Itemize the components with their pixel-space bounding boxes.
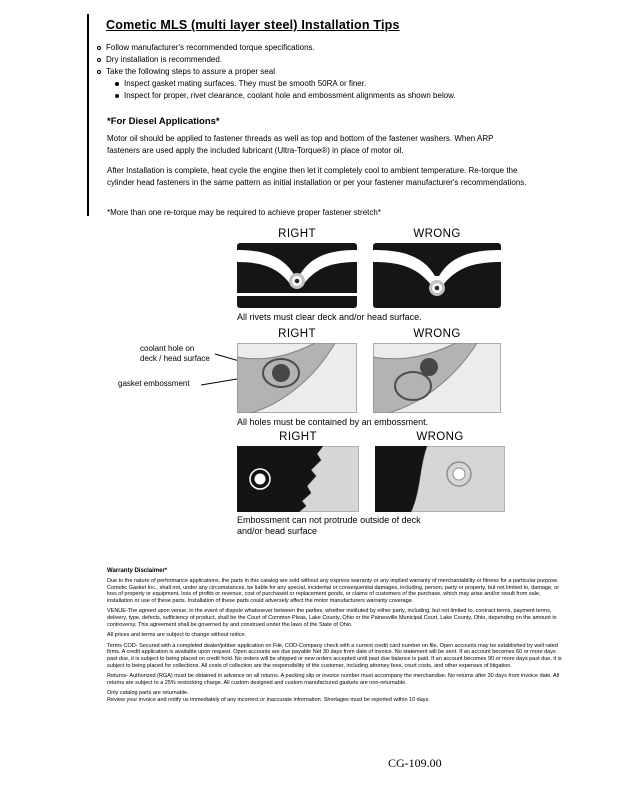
rivet-right-panel bbox=[237, 228, 357, 308]
filled-bullet-icon bbox=[115, 82, 119, 86]
footer-code: CG-109.00 bbox=[388, 756, 442, 770]
bullet-item bbox=[97, 42, 577, 54]
sub-bullet-text: Inspect for proper, rivet clearance, coolant hole and embossment alignments as shown below. bbox=[124, 91, 456, 100]
rivet-right-diagram bbox=[237, 243, 357, 308]
right-label: RIGHT bbox=[278, 328, 316, 340]
wrong-label: WRONG bbox=[413, 228, 461, 240]
right-label: RIGHT bbox=[278, 228, 316, 240]
holes-caption: All holes must be contained by an embossment. bbox=[237, 417, 429, 427]
wrong-label: WRONG bbox=[413, 328, 461, 340]
tips-list bbox=[97, 42, 577, 102]
embossment-wrong-diagram bbox=[375, 446, 505, 512]
diagram-row-holes bbox=[237, 328, 501, 413]
warranty-paragraph: Only catalog parts are returnable. bbox=[107, 690, 189, 697]
bullet-item bbox=[97, 66, 577, 78]
embossment-wrong-panel bbox=[375, 431, 505, 512]
diagram-row-rivets bbox=[237, 228, 501, 308]
embossment-caption: Embossment can not protrude outside of deck and/or head surface bbox=[237, 515, 421, 536]
hollow-bullet-icon bbox=[97, 70, 101, 74]
rivet-wrong-panel bbox=[373, 228, 501, 308]
warranty-heading: Warranty Disclaimer* bbox=[107, 568, 168, 574]
bullet-text: Take the following steps to assure a proper seal bbox=[106, 67, 275, 76]
warranty-paragraph: Terms COD- Secured with a completed dealer/jobber application on File, COD-Company check with a current credit card number on file. Open accounts may be established by well rated firms. A credit application is available upon request. Open accounts are due payable Net 30 days from date of invoice. No statement will be sent. If an account becomes 60 or more days past due, it is subject to being placed on credit hold. No orders will be shipped or new orders accepted until past due balance is paid. If an account becomes 90 or more days past due, it is subject to being placed for collections. All costs of collection are the responsibility of the customer, including attorney fees, court costs, and other expenses of litigation. bbox=[107, 642, 562, 669]
rivets-caption: All rivets must clear deck and/or head surface. bbox=[237, 312, 422, 322]
diesel-heading: *For Diesel Applications* bbox=[107, 116, 220, 127]
sub-bullet-item bbox=[115, 90, 577, 102]
bullet-text: Dry installation is recommended. bbox=[106, 55, 223, 64]
diesel-paragraph-2: After Installation is complete, heat cycle the engine then let it completely cool to ambient temperature. Re-torque the cylinder head fasteners in the same pattern as initial installation or per your fastener manufacturer's recommendations. bbox=[107, 166, 527, 187]
coolant-hole-label-line1: coolant hole on bbox=[140, 344, 195, 353]
bullet-text: Follow manufacturer's recommended torque specifications. bbox=[106, 43, 315, 52]
holes-right-panel bbox=[237, 328, 357, 413]
gasket-embossment-label: gasket embossment bbox=[118, 379, 190, 388]
wrong-label: WRONG bbox=[416, 431, 464, 443]
rivet-wrong-diagram bbox=[373, 243, 501, 308]
holes-right-diagram bbox=[237, 343, 357, 413]
holes-wrong-diagram bbox=[373, 343, 501, 413]
diesel-paragraph-1: Motor oil should be applied to fastener threads as well as top and bottom of the fastener washers. When ARP fasteners are used apply the included lubricant (Ultra-Torque®) in place of motor oil. bbox=[107, 134, 494, 155]
right-label: RIGHT bbox=[279, 431, 317, 443]
warranty-paragraph: Returns- Authorized (RGA) must be obtained in advance on all returns. A packing slip or invoice number must accompany the merchandise. No returns after 30 days from invoice date. All returns are subject to a 25% restocking charge. All custom designed and custom manufactured gaskets are non-returnable. bbox=[107, 673, 560, 686]
page-title: Cometic MLS (multi layer steel) Installation Tips bbox=[106, 18, 400, 32]
warranty-paragraph: Review your invoice and notify us immediately of any incorrect or inaccurate information. Shortages must be reported within 10 days. bbox=[107, 697, 430, 704]
diagram-row-embossment bbox=[237, 431, 505, 512]
warranty-paragraph: VENUE-The agreed upon venue, in the event of dispute whatsoever between the parties, whether instituted by either party, including, but not limited to, contract terms, payment terms, delivery, type, defects, sufficiency of product, shall be the Court of Common Pleas, Lake County, Ohio or the Painesville Municipal Court, Lake County, Ohio, depending on the amount in controversy. This agreement shall be governed by and construed under the laws of the State of Ohio. bbox=[107, 608, 557, 628]
sub-bullet-item bbox=[115, 78, 577, 90]
warranty-paragraph: All prices and terms are subject to change without notice. bbox=[107, 632, 247, 639]
coolant-hole-label-line2: deck / head surface bbox=[140, 354, 210, 363]
warranty-paragraph: Due to the nature of performance applications, the parts in this catalog are sold without any express warranty or any implied warranty of merchantability or fitness for a particular purpose. Cometic Gasket Inc., shall not, under any circumstances, be liable for any special, incidental or consequential damages, including, person, party or property, but not limited to, damage, or loss of property or equipment, loss of profits or revenue, cost of purchased or replacement goods, or claims of customers of the purchase, which may arise and/or result from sale, installation or use of these parts. Installation of these parts could adversely affect the motor manufacturers warranty coverage. bbox=[107, 578, 560, 604]
bullet-item bbox=[97, 54, 577, 66]
hollow-bullet-icon bbox=[97, 46, 101, 50]
holes-wrong-panel bbox=[373, 328, 501, 413]
hollow-bullet-icon bbox=[97, 58, 101, 62]
left-border-rule bbox=[87, 14, 89, 216]
filled-bullet-icon bbox=[115, 94, 119, 98]
retorque-note: *More than one re-torque may be required to achieve proper fastener stretch* bbox=[107, 208, 381, 217]
sub-bullet-text: Inspect gasket mating surfaces. They must be smooth 50RA or finer. bbox=[124, 79, 367, 88]
warranty-section bbox=[107, 568, 565, 704]
embossment-right-panel bbox=[237, 431, 359, 512]
embossment-right-diagram bbox=[237, 446, 359, 512]
